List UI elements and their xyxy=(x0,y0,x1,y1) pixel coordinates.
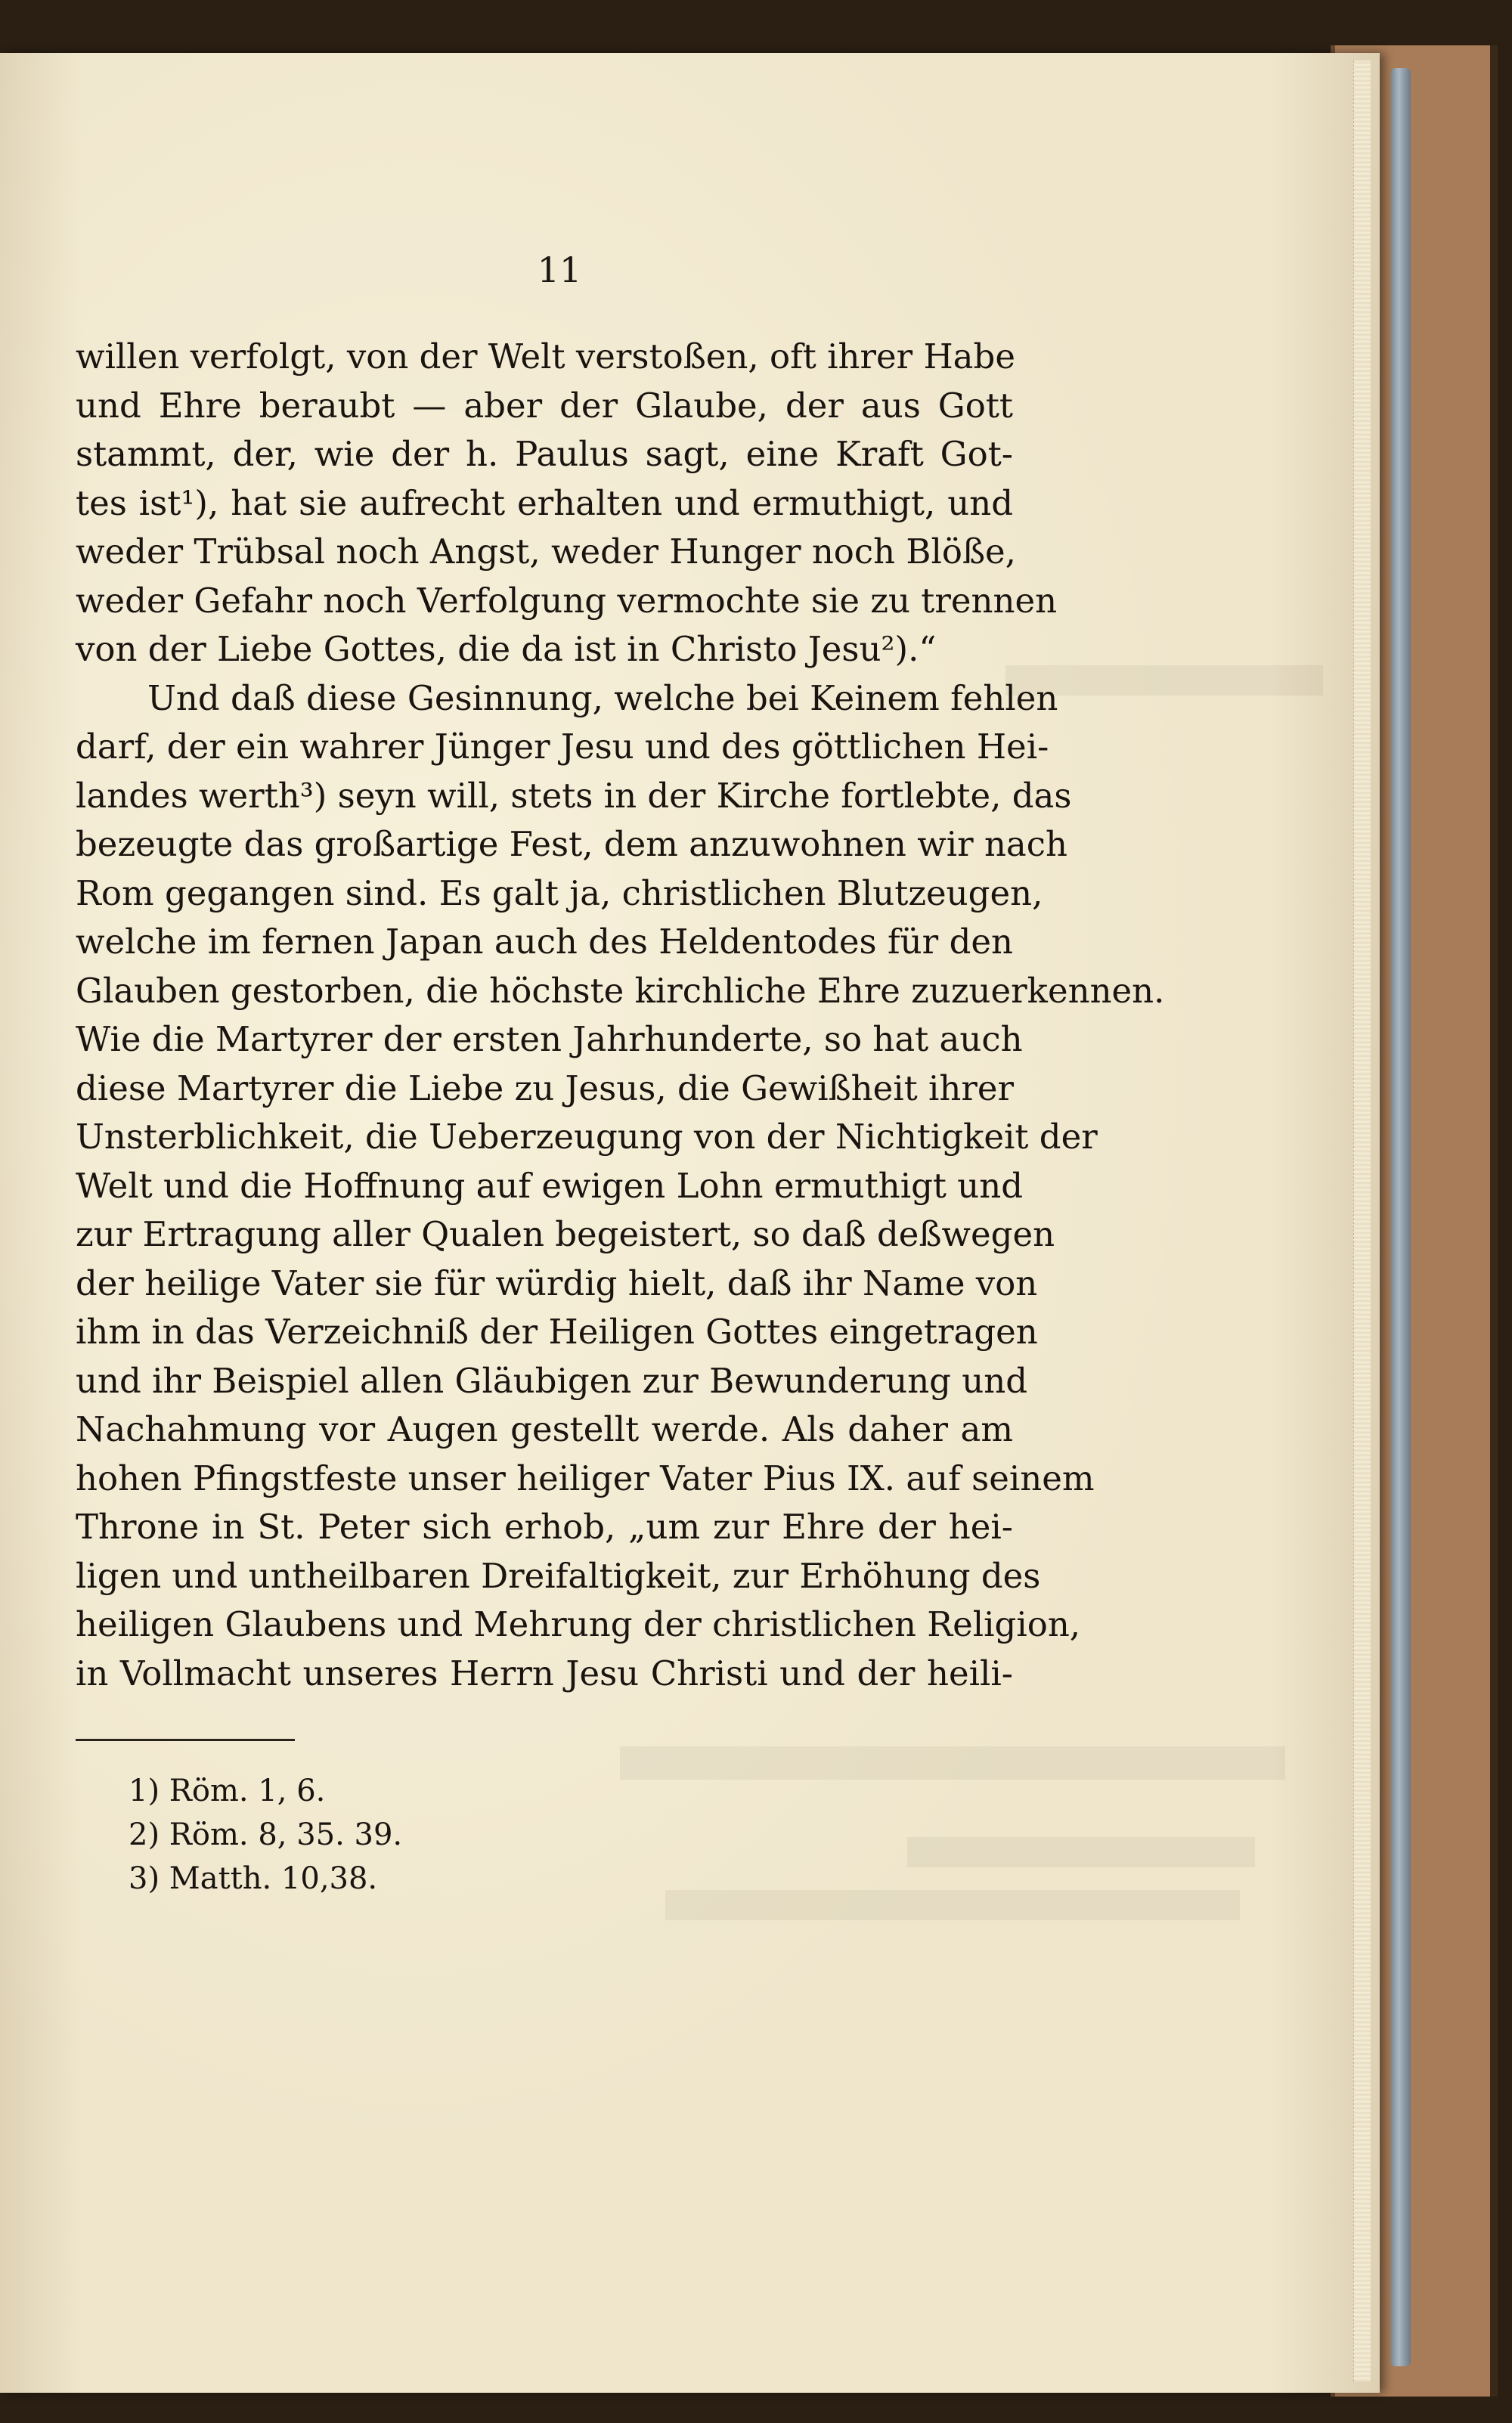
text-line: Und daß diese Gesinnung, welche bei Keinem fehlen xyxy=(147,677,1058,718)
text-line: Unsterblichkeit, die Ueberzeugung von der Nichtigkeit der xyxy=(76,1117,1098,1157)
text-line: von der Liebe Gottes, die da ist in Christo Jesu²).“ xyxy=(76,629,937,669)
page-deckle-edge xyxy=(1353,60,1371,2381)
text-line: darf, der ein wahrer Jünger Jesu und des göttlichen Hei- xyxy=(76,727,1049,767)
text-line: willen verfolgt, von der Welt verstoßen, oft ihrer Habe xyxy=(76,336,1015,376)
text-line: Rom gegangen sind. Es galt ja, christlichen Blutzeugen, xyxy=(76,872,1043,913)
text-line: diese Martyrer die Liebe zu Jesus, die Gewißheit ihrer xyxy=(76,1067,1015,1108)
show-through-smudge xyxy=(620,1746,1285,1780)
text-line: in Vollmacht unseres Herrn Jesu Christi und der heili- xyxy=(76,1653,1013,1693)
page-number: 11 xyxy=(537,249,582,290)
show-through-smudge xyxy=(907,1837,1255,1867)
text-line: bezeugte das großartige Fest, dem anzuwohnen wir nach xyxy=(76,824,1067,864)
text-line: und Ehre beraubt — aber der Glaube, der aus Gott xyxy=(76,385,1013,426)
text-line: heiligen Glaubens und Mehrung der christlichen Religion, xyxy=(76,1604,1081,1644)
binding-edge xyxy=(1391,68,1411,2366)
text-line: ligen und untheilbaren Dreifaltigkeit, zur Erhöhung des xyxy=(76,1555,1041,1596)
text-line: Glauben gestorben, die höchste kirchliche Ehre zuzuerkennen. xyxy=(76,970,1165,1011)
text-line: hohen Pfingstfeste unser heiliger Vater Pius IX. auf seinem xyxy=(76,1458,1095,1498)
text-line: Nachahmung vor Augen gestellt werde. Als daher am xyxy=(76,1409,1013,1449)
text-line: ihm in das Verzeichniß der Heiligen Gottes eingetragen xyxy=(76,1312,1038,1352)
text-line: der heilige Vater sie für würdig hielt, daß ihr Name von xyxy=(76,1263,1038,1303)
text-line: tes ist¹), hat sie aufrecht erhalten und ermuthigt, und xyxy=(76,482,1013,523)
footnote: 3) Matth. 10,38. xyxy=(129,1861,378,1896)
footnote: 2) Röm. 8, 35. 39. xyxy=(129,1817,403,1852)
show-through-smudge xyxy=(665,1890,1240,1920)
text-line: landes werth³) seyn will, stets in der Kirche fortlebte, das xyxy=(76,775,1072,816)
footnote-divider xyxy=(76,1739,295,1741)
text-line: weder Gefahr noch Verfolgung vermochte sie zu trennen xyxy=(76,580,1058,621)
text-line: stammt, der, wie der h. Paulus sagt, eine Kraft Got- xyxy=(76,434,1013,474)
text-line: Welt und die Hoffnung auf ewigen Lohn ermuthigt und xyxy=(76,1165,1024,1206)
body-text xyxy=(76,333,1165,1698)
text-line: Wie die Martyrer der ersten Jahrhunderte, so hat auch xyxy=(76,1019,1023,1059)
footnote: 1) Röm. 1, 6. xyxy=(129,1774,326,1808)
text-line: zur Ertragung aller Qualen begeistert, so daß deßwegen xyxy=(76,1214,1055,1254)
text-line: Throne in St. Peter sich erhob, „um zur Ehre der hei- xyxy=(76,1507,1013,1547)
text-line: welche im fernen Japan auch des Heldentodes für den xyxy=(76,922,1013,962)
text-line: und ihr Beispiel allen Gläubigen zur Bewunderung und xyxy=(76,1360,1028,1401)
text-line: weder Trübsal noch Angst, weder Hunger noch Blöße, xyxy=(76,531,1016,572)
footnotes xyxy=(129,1769,658,1901)
